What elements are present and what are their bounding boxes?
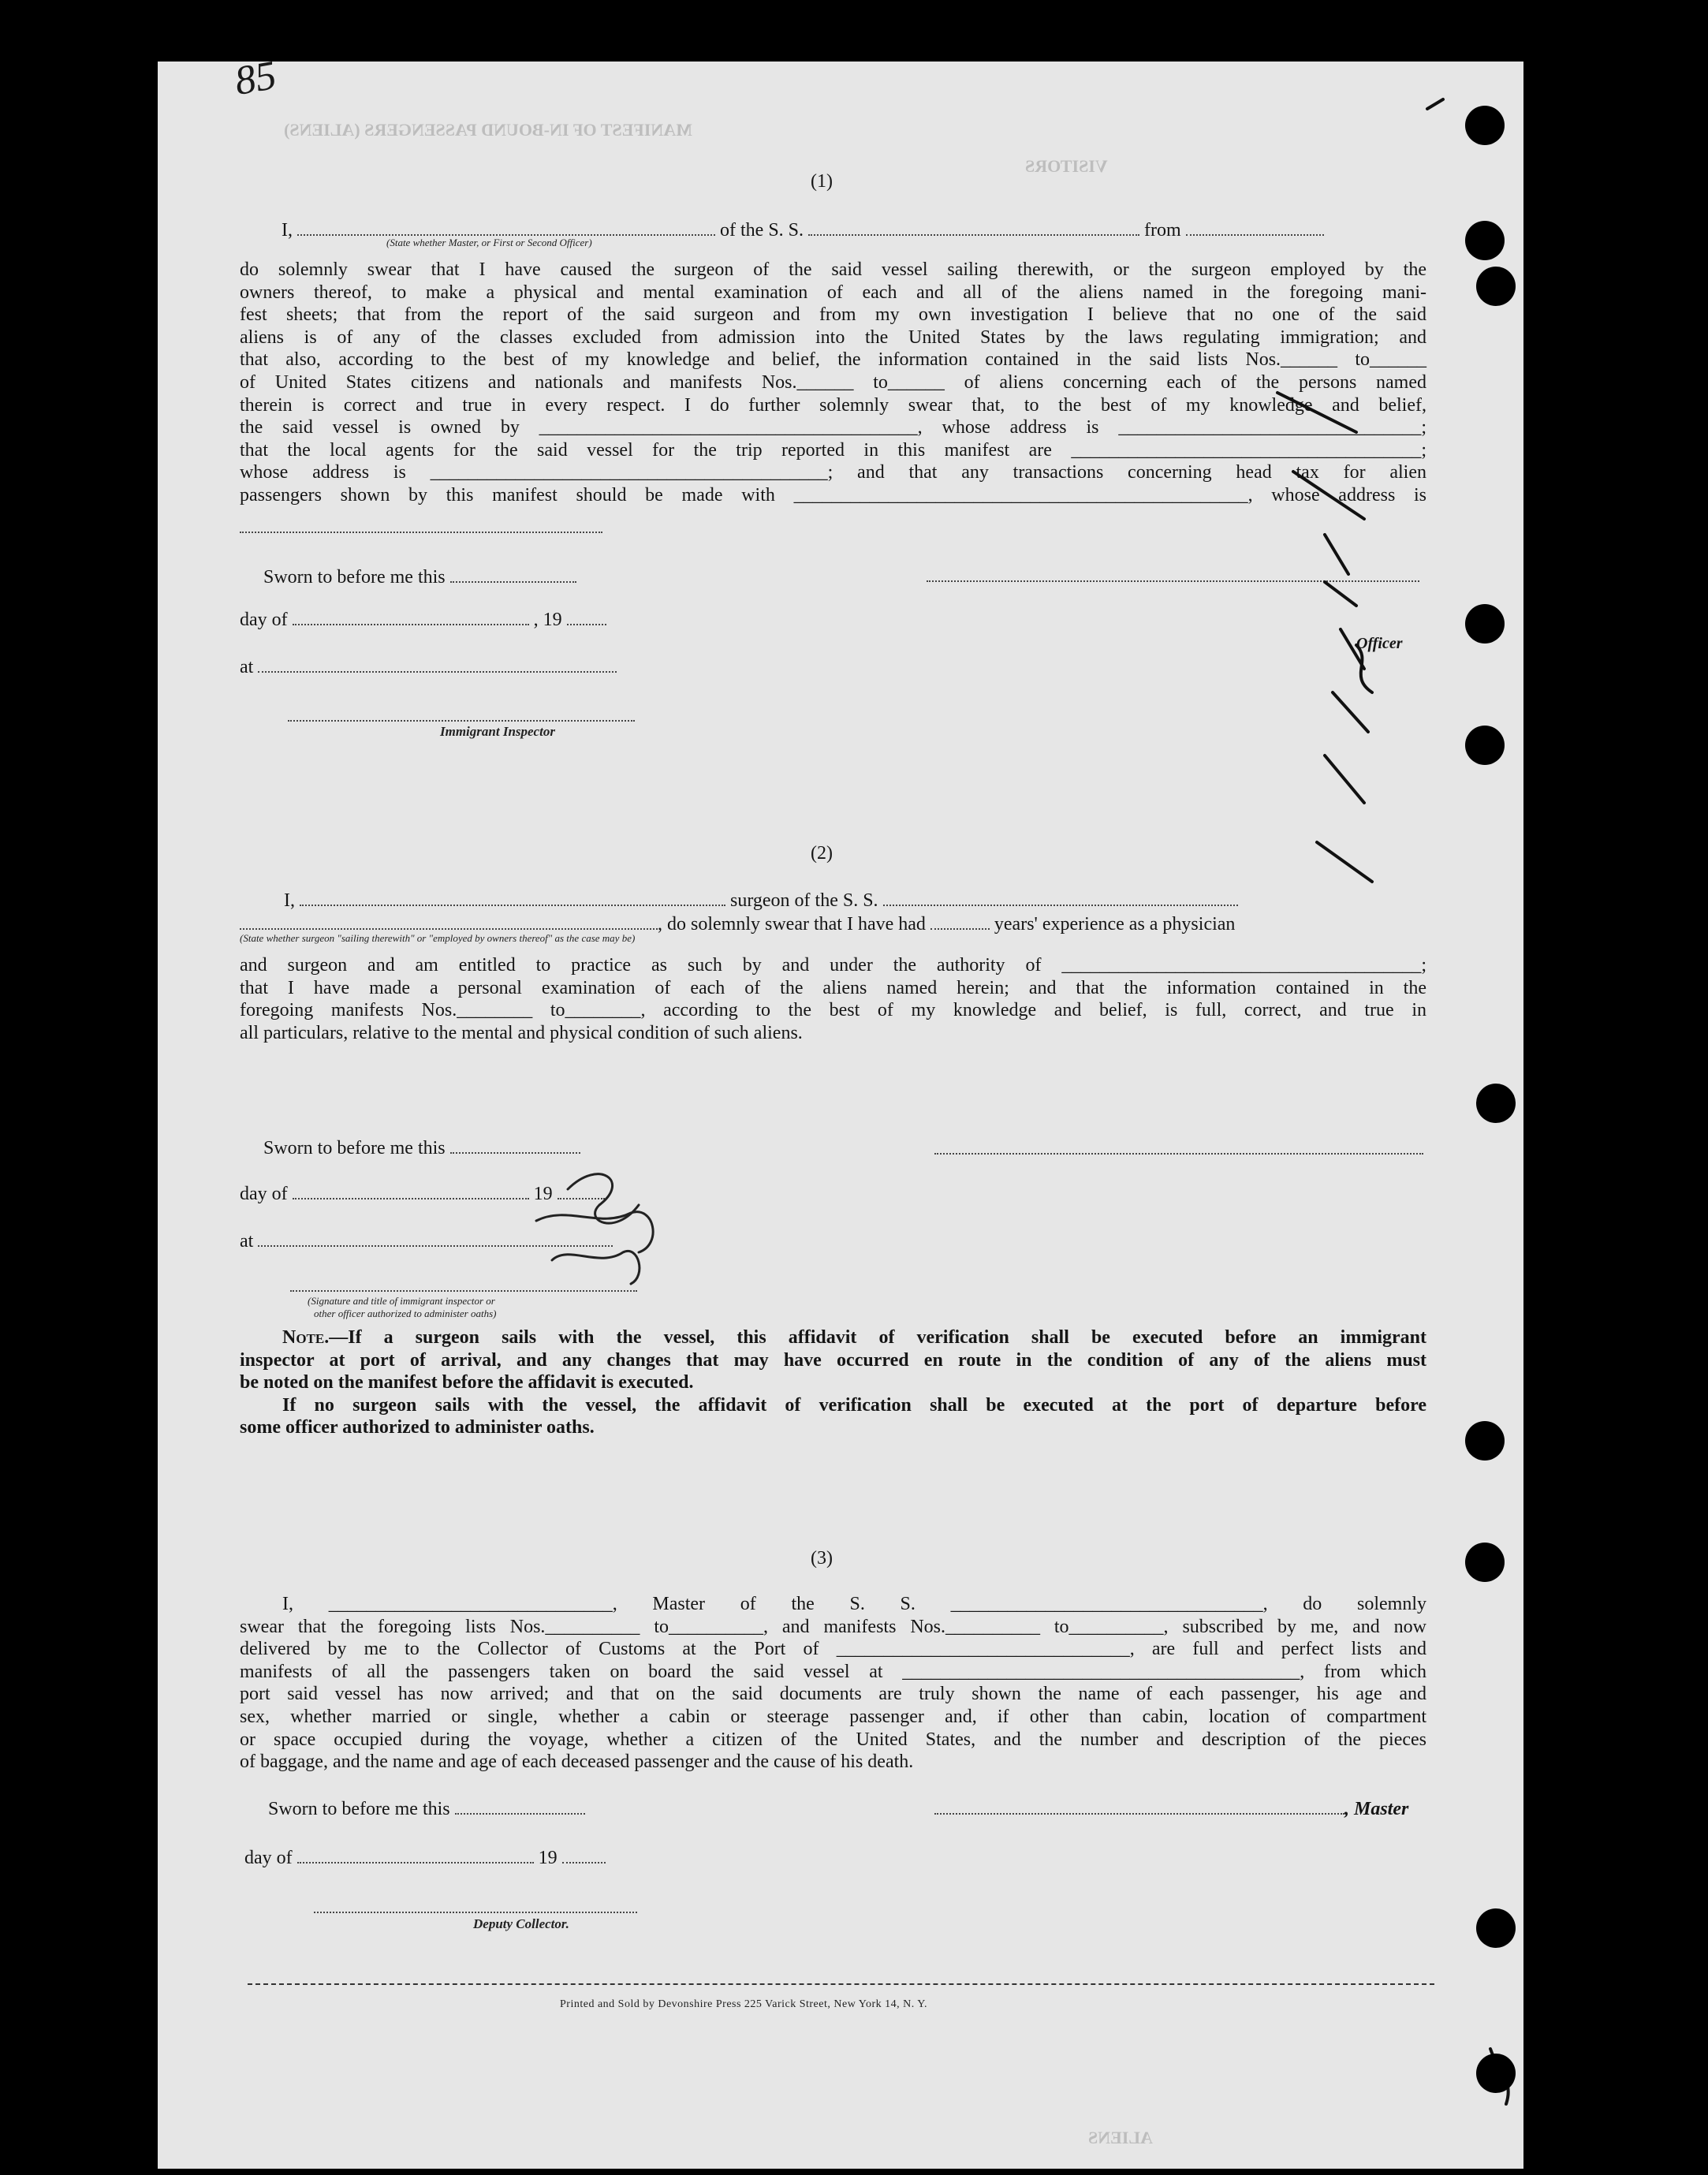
page-number-handwritten: 85 <box>231 52 280 105</box>
at-label: at <box>240 1231 254 1252</box>
sworn-label: Sworn to before me this <box>263 567 446 588</box>
section-2-line: that I have made a personal examination of each of the aliens named herein; and that the information contained in the <box>240 977 1426 998</box>
section-1-line: fest sheets; that from the report of the said surgeon and from my own investigation I believe that no one of the said <box>240 304 1426 326</box>
punch-hole <box>1465 726 1505 765</box>
day-of-label: day of <box>240 1184 288 1204</box>
punch-hole <box>1465 1543 1505 1582</box>
punch-hole <box>1465 221 1505 260</box>
year-label: , 19 <box>533 610 562 630</box>
section-3-line: or space occupied during the voyage, whether a citizen of the United States, and the number and description of the pieces <box>240 1729 1426 1750</box>
signature-caption-line-1: (Signature and title of immigrant inspector or <box>308 1295 495 1307</box>
check-stroke <box>1325 755 1364 803</box>
sworn-label: Sworn to before me this <box>268 1799 450 1819</box>
deputy-collector-caption: Deputy Collector. <box>473 1916 569 1931</box>
year-label: 19 <box>538 1848 558 1868</box>
note-line: If no surgeon sails with the vessel, the affidavit of verification shall be executed at the port of departure before <box>282 1394 1426 1416</box>
section-2-i: I, <box>284 890 295 911</box>
section-2-line: foregoing manifests Nos.________ to________, according to the best of my knowledge and belief, is full, correct, and true in <box>240 1000 1426 1021</box>
signature-caption-line-2: other officer authorized to administer oaths) <box>314 1308 497 1319</box>
section-1-line: whose address is __________________________________________; and that any transactions concerning head tax for alien <box>240 462 1426 483</box>
section-3-line: of baggage, and the name and age of each deceased passenger and the cause of his death. <box>240 1752 914 1773</box>
section-1-line: the said vessel is owned by ________________________________________, whose address is ________________________________; <box>240 417 1426 438</box>
inspector-signature <box>533 1174 653 1284</box>
section-1-line: aliens is of any of the classes excluded from admission into the United States by the laws regulating immigration; and <box>240 326 1426 348</box>
day-of-label: day of <box>244 1848 293 1868</box>
section-2-status-note: (State whether surgeon "sailing therewith" or "employed by owners thereof" as the case may be) <box>240 932 636 944</box>
punch-hole <box>1465 604 1505 644</box>
section-3-line: swear that the foregoing lists Nos.__________ to__________, and manifests Nos.__________ to__________, subscribed by me, and now <box>240 1616 1426 1637</box>
note-line: inspector at port of arrival, and any changes that may have occurred en route in the condition of any of the aliens must <box>240 1349 1426 1371</box>
punch-hole <box>1465 106 1505 145</box>
section-3-line: delivered by me to the Collector of Customs at the Port of _______________________________, are full and perfect lists and <box>240 1639 1426 1660</box>
section-1-officer-note: (State whether Master, or First or Second Officer) <box>386 237 592 248</box>
section-2-number: (2) <box>811 843 833 864</box>
section-3-line: manifests of all the passengers taken on board the said vessel at __________________________________________, from which <box>240 1661 1426 1682</box>
punch-hole <box>1476 1084 1516 1123</box>
immigrant-inspector-caption: Immigrant Inspector <box>440 724 555 739</box>
section-2-line: and surgeon and am entitled to practice as such by and under the authority of ______________________________________; <box>240 955 1426 976</box>
section-2-line: all particulars, relative to the mental and physical condition of such aliens. <box>240 1022 803 1043</box>
year-label: 19 <box>533 1184 553 1204</box>
master-label: , Master <box>1344 1799 1409 1819</box>
section-1-officer-title: Officer <box>1356 635 1403 652</box>
pen-mark <box>1427 99 1443 109</box>
bleed-through-header: MANIFEST OF IN-BOUND PASSENGERS (ALIENS) <box>284 120 692 140</box>
check-stroke <box>1325 582 1356 606</box>
note-label: Note. <box>282 1327 330 1348</box>
day-of-label: day of <box>240 610 288 630</box>
section-1-from: from <box>1144 220 1181 241</box>
section-1-ss: of the S. S. <box>720 220 804 241</box>
section-1-line: do solemnly swear that I have caused the surgeon of the said vessel sailing therewith, or the surgeon employed by the <box>240 259 1426 280</box>
section-1-line: of United States citizens and nationals and manifests Nos.______ to______ of aliens concerning each of the persons named <box>240 371 1426 393</box>
section-1-line: passengers shown by this manifest should be made with ________________________________________________, whose address is <box>240 484 1426 506</box>
section-3-number: (3) <box>811 1548 833 1569</box>
section-1-line: that also, according to the best of my knowledge and belief, the information contained in the said lists Nos.______ to______ <box>240 349 1426 371</box>
document-page <box>158 52 1523 2169</box>
section-2-years: years' experience as a physician <box>994 914 1236 935</box>
section-1-number: (1) <box>811 171 833 192</box>
sworn-label: Sworn to before me this <box>263 1138 446 1158</box>
check-stroke <box>1333 692 1368 732</box>
check-stroke <box>1317 842 1372 882</box>
check-stroke <box>1277 393 1356 432</box>
section-1-line: therein is correct and true in every respect. I do further solemnly swear that, to the best of my knowledge and belief, <box>240 394 1426 416</box>
section-1-line: owners thereof, to make a physical and mental examination of each and all of the aliens named in the foregoing mani- <box>240 282 1426 303</box>
bleed-through-footer: ALIENS <box>1088 2128 1153 2147</box>
note-line: some officer authorized to administer oaths. <box>240 1417 595 1438</box>
punch-hole <box>1476 267 1516 306</box>
check-stroke <box>1293 472 1364 519</box>
check-stroke <box>1325 535 1348 574</box>
section-1-line: that the local agents for the said vessel for the trip reported in this manifest are _____________________________________; <box>240 439 1426 461</box>
section-3-line: sex, whether married or single, whether a cabin or steerage passenger and, if other than cabin, location of compartment <box>240 1706 1426 1727</box>
section-1-i: I, <box>282 220 293 241</box>
section-2-swear: , do solemnly swear that I have had <box>658 914 926 935</box>
section-3-line: port said vessel has now arrived; and that on the said documents are truly shown the name of each passenger, his age and <box>240 1684 1426 1705</box>
punch-hole <box>1476 2054 1516 2093</box>
section-2-surgeon-ss: surgeon of the S. S. <box>730 890 878 911</box>
punch-hole <box>1476 1908 1516 1948</box>
section-3-line: I, ______________________________, Master of the S. S. _________________________________, do solemnly <box>282 1594 1426 1614</box>
handwritten-marks <box>158 62 1523 2169</box>
punch-hole <box>1465 1421 1505 1461</box>
note-text: —If a surgeon sails with the vessel, this affidavit of verification shall be executed before an immigrant <box>329 1327 1426 1348</box>
printer-credit: Printed and Sold by Devonshire Press 225 Varick Street, New York 14, N. Y. <box>560 1998 928 2010</box>
note-line: be noted on the manifest before the affidavit is executed. <box>240 1372 694 1393</box>
at-label: at <box>240 657 254 677</box>
bleed-through-visitors: VISITORS <box>1025 156 1108 176</box>
